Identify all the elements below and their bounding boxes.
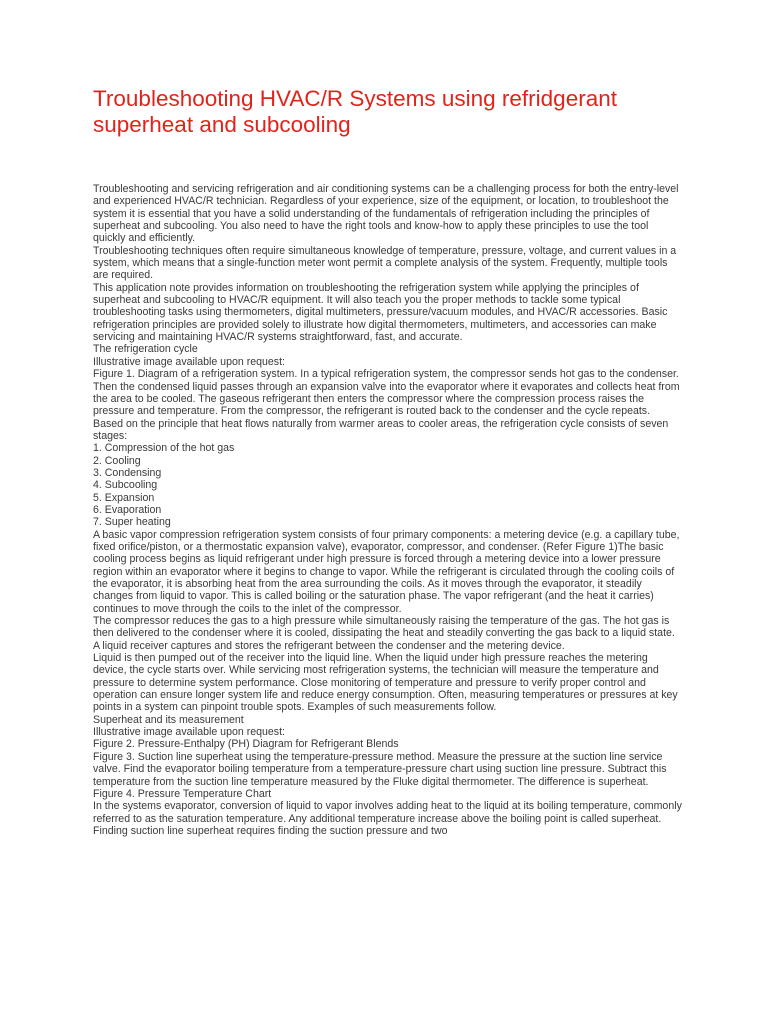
paragraph: Liquid is then pumped out of the receiver into the liquid line. When the liquid under high pressure reaches the metering device, the cycle starts over. While servicing most refrigeration systems, the technician will measure the temperature and pressure to determine system performance. Close monitoring of temperature and pressure to verify proper control and operation can ensure longer system life and reduce energy consumption. Often, measuring temperatures or pressures at key points in a system can pinpoint trouble spots. Examples of such measurements follow. — [93, 652, 678, 714]
image-note: Illustrative image available upon request: — [93, 355, 285, 368]
list-item: 7. Super heating — [93, 516, 171, 529]
list-item: 2. Cooling — [93, 454, 141, 467]
section-heading: Superheat and its measurement — [93, 713, 244, 726]
paragraph: Troubleshooting and servicing refrigeration and air conditioning systems can be a challenging process for both the entry-level and experienced HVAC/R technician. Regardless of your experience, size of the equipment, or location, to troubleshoot the system it is essential that you have a solid understanding of the fundamentals of refrigeration including the principles of superheat and subcooling. You also need to have the right tools and know-how to apply these principles to use the tool quickly and efficiently. — [93, 183, 679, 245]
list-item: 6. Evaporation — [93, 503, 162, 516]
paragraph: This application note provides information on troubleshooting the refrigeration system while applying the principles of superheat and subcooling to HVAC/R equipment. It will also teach you the proper methods to tackle some typical troubleshooting tasks using thermometers, digital multimeters, pressure/vacuum modules, and HVAC/R accessories. Basic refrigeration principles are provided solely to illustrate how digital thermometers, multimeters, and accessories can make servicing and maintaining HVAC/R systems straightforward, fast, and accurate. — [93, 281, 668, 344]
figure-caption: Figure 2. Pressure-Enthalpy (PH) Diagram for Refrigerant Blends — [93, 738, 399, 751]
list-item: 4. Subcooling — [93, 479, 158, 492]
figure-caption: Figure 1. Diagram of a refrigeration system. In a typical refrigeration system, the compressor sends hot gas to the condenser. Then the condensed liquid passes through an expansion valve into the evaporator where it evaporates and collects heat from the area to be cooled. The gaseous refrigerant then enters the compressor where the compression process raises the pressure and temperature. From the compressor, the refrigerant is routed back to the condenser and the cycle repeats. — [93, 368, 680, 418]
list-item: 5. Expansion — [93, 491, 155, 504]
image-note: Illustrative image available upon request: — [93, 726, 285, 739]
section-heading: The refrigeration cycle — [93, 343, 198, 356]
document-title: Troubleshooting HVAC/R Systems using refridgerant superheat and subcooling — [93, 86, 617, 137]
paragraph: A basic vapor compression refrigeration system consists of four primary components: a metering device (e.g. a capillary tube, fixed orifice/piston, or a thermostatic expansion valve), evaporator, compressor, and condenser. (Refer Figure 1)The basic cooling process begins as liquid refrigerant under high pressure is forced through a metering device into a lower pressure region within an evaporator where it begins to change to vapor. While the refrigerant is circulated through the cooling coils of the evaporator, it is absorbing heat from the area surrounding the coils. As it moves through the evaporator, it steadily changes from liquid to vapor. This is called boiling or the saturation phase. The vapor refrigerant (and the heat it carries) continues to move through the coils to the inlet of the compressor. — [93, 528, 680, 615]
figure-caption: Figure 3. Suction line superheat using the temperature-pressure method. Measure the pressure at the suction line service valve. Find the evaporator boiling temperature from a temperature-pressure chart using suction line pressure. Subtract this temperature from the suction line temperature measured by the Fluke digital thermometer. The difference is superheat. — [93, 750, 667, 788]
list-item: 3. Condensing — [93, 466, 162, 479]
document-body — [93, 183, 683, 837]
paragraph: The compressor reduces the gas to a high pressure while simultaneously raising the temperature of the gas. The hot gas is then delivered to the condenser where it is cooled, dissipating the heat and steadily converting the gas back to a liquid state. A liquid receiver captures and stores the refrigerant between the condenser and the metering device. — [93, 615, 675, 652]
paragraph: Based on the principle that heat flows naturally from warmer areas to cooler areas, the refrigeration cycle consists of seven stages: — [93, 417, 669, 442]
figure-caption: Figure 4. Pressure Temperature Chart — [93, 787, 272, 800]
paragraph: In the systems evaporator, conversion of liquid to vapor involves adding heat to the liquid at its boiling temperature, commonly referred to as the saturation temperature. Any additional temperature increase above the boiling point is called superheat. Finding suction line superheat requires finding the suction pressure and two — [93, 800, 682, 837]
list-item: 1. Compression of the hot gas — [93, 442, 235, 455]
paragraph: Troubleshooting techniques often require simultaneous knowledge of temperature, pressure, voltage, and current values in a system, which means that a single-function meter wont permit a complete analysis of the system. Frequently, multiple tools are required. — [93, 244, 677, 282]
